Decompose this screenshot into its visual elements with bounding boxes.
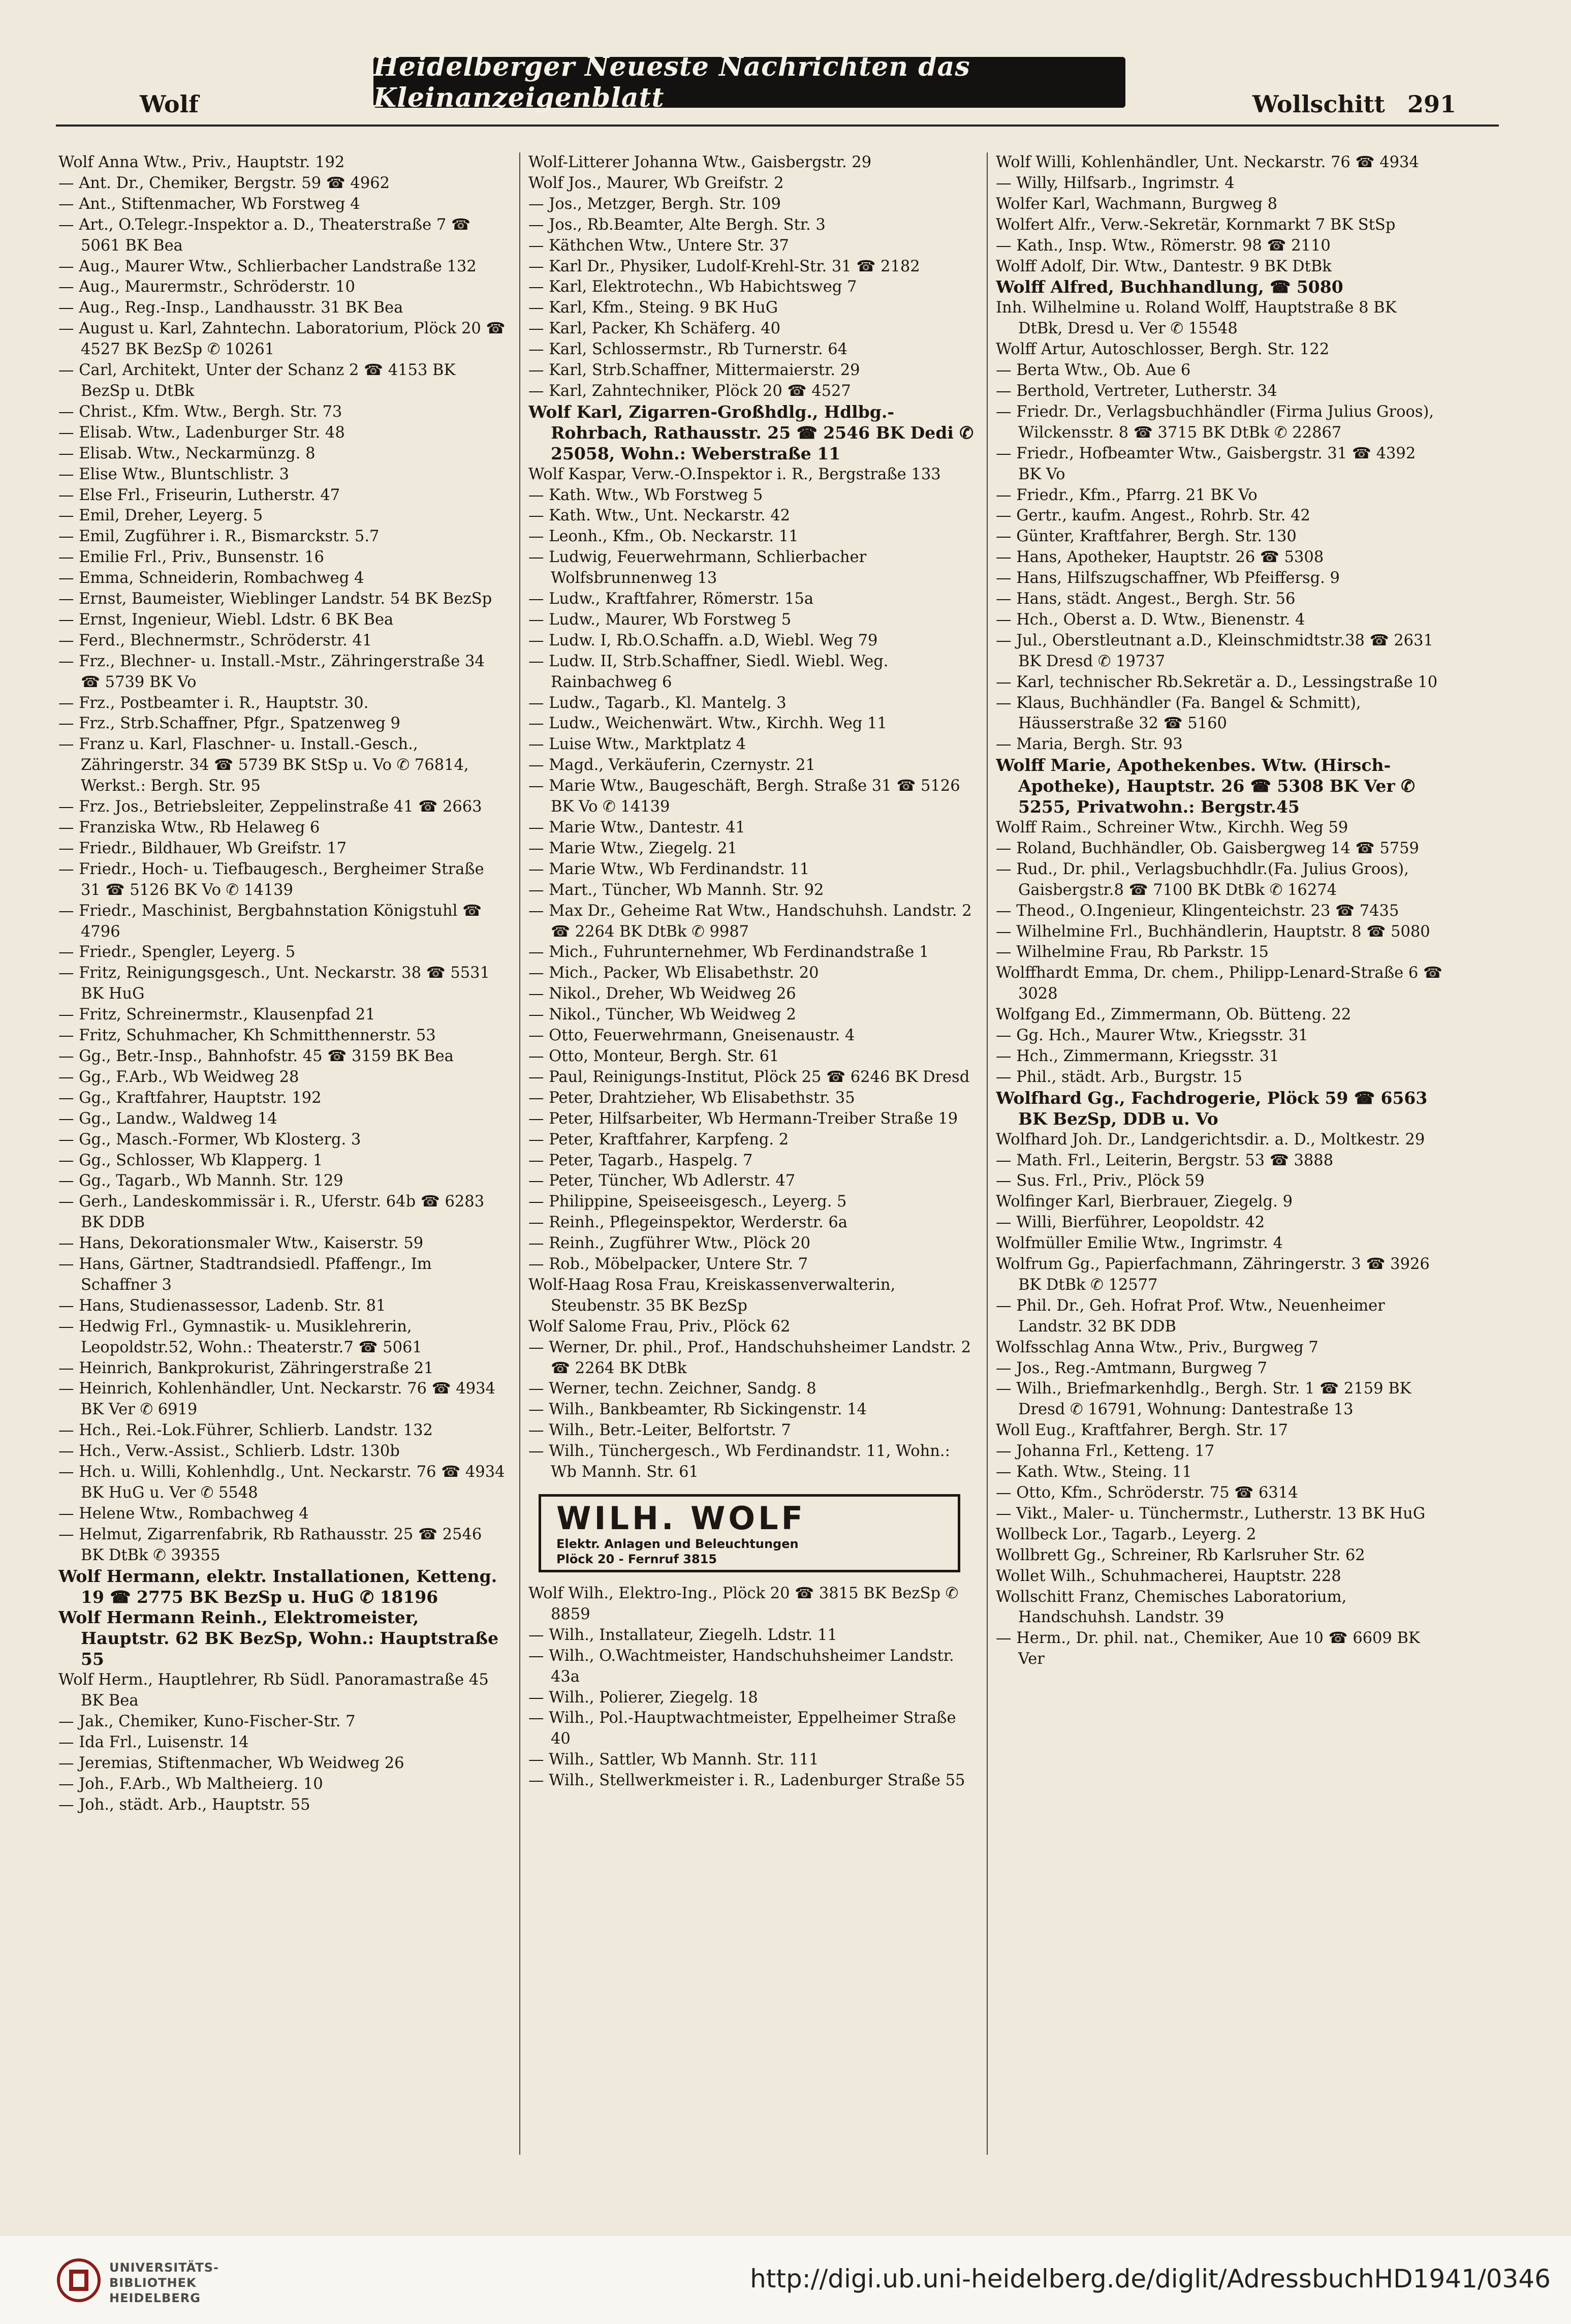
directory-entry: — Reinh., Zugführer Wtw., Plöck 20 xyxy=(528,1234,811,1253)
directory-entry: — Aug., Reg.-Insp., Landhausstr. 31 BK Bea xyxy=(58,299,403,317)
directory-entry: — Gertr., kaufm. Angest., Rohrb. Str. 42 xyxy=(996,507,1310,525)
directory-entry: — Wilh., Pol.-Hauptwachtmeister, Eppelheimer Straße 40 xyxy=(528,1709,956,1748)
logo-text-line-1: UNIVERSITÄTS- xyxy=(109,2260,219,2275)
logo-text-line-3: HEIDELBERG xyxy=(109,2291,201,2305)
directory-entry: — Luise Wtw., Marktplatz 4 xyxy=(528,735,746,754)
directory-entry: Wolff Adolf, Dir. Wtw., Dantestr. 9 BK DtBk xyxy=(996,257,1332,275)
directory-entry: — Frz. Jos., Betriebsleiter, Zeppelinstraße 41 ☎ 2663 xyxy=(58,798,482,816)
directory-entry: — Gg., Tagarb., Wb Mannh. Str. 129 xyxy=(58,1172,343,1190)
directory-entry: — Leonh., Kfm., Ob. Neckarstr. 11 xyxy=(528,528,799,546)
directory-entry: — Kath. Wtw., Wb Forstweg 5 xyxy=(528,486,763,504)
directory-entry: — Aug., Maurer Wtw., Schlierbacher Landstraße 132 xyxy=(58,257,477,275)
directory-entry: — Fritz, Reinigungsgesch., Unt. Neckarstr. 38 ☎ 5531 BK HuG xyxy=(58,964,490,1003)
directory-entry: — Else Frl., Friseurin, Lutherstr. 47 xyxy=(58,486,340,504)
directory-entry: — Emma, Schneiderin, Rombachweg 4 xyxy=(58,569,364,587)
directory-entry: — Hans, städt. Angest., Bergh. Str. 56 xyxy=(996,590,1296,608)
directory-entry: — Wilh., Betr.-Leiter, Belfortstr. 7 xyxy=(528,1421,791,1440)
directory-entry: — Peter, Drahtzieher, Wb Elisabethstr. 35 xyxy=(528,1089,855,1107)
directory-entry: — Ludwig, Feuerwehrmann, Schlierbacher Wolfsbrunnenweg 13 xyxy=(528,548,867,587)
directory-entry: Wolf-Litterer Johanna Wtw., Gaisbergstr. 29 xyxy=(528,153,872,171)
directory-entry: — Gg., Betr.-Insp., Bahnhofstr. 45 ☎ 3159 BK Bea xyxy=(58,1047,454,1065)
directory-entry: — Karl, Schlossermstr., Rb Turnerstr. 64 xyxy=(528,340,848,359)
directory-entry: — Sus. Frl., Priv., Plöck 59 xyxy=(996,1172,1205,1190)
logo-text-line-2: BIBLIOTHEK xyxy=(109,2276,197,2290)
directory-entry: — Berta Wtw., Ob. Aue 6 xyxy=(996,361,1191,380)
directory-entry: — Peter, Kraftfahrer, Karpfeng. 2 xyxy=(528,1130,789,1149)
directory-entry: — Ludw., Weichenwärt. Wtw., Kirchh. Weg 11 xyxy=(528,715,887,733)
directory-entry: — Gg., Landw., Waldweg 14 xyxy=(58,1109,277,1128)
directory-entry: — Jos., Metzger, Bergh. Str. 109 xyxy=(528,195,781,213)
directory-entry: — Emil, Zugführer i. R., Bismarckstr. 5.7 xyxy=(58,528,380,546)
directory-entry: — Marie Wtw., Dantestr. 41 xyxy=(528,819,745,836)
directory-entry: — Hch., Rei.-Lok.Führer, Schlierb. Landstr. 132 xyxy=(58,1421,433,1440)
directory-entry: — Jos., Rb.Beamter, Alte Bergh. Str. 3 xyxy=(528,215,826,234)
directory-entry: Wolf Hermann, elektr. Installationen, Ketteng. 19 ☎ 2775 BK BezSp u. HuG ✆ 18196 xyxy=(58,1566,497,1607)
directory-entry: — Wilh., O.Wachtmeister, Handschuhsheimer Landstr. 43a xyxy=(528,1647,954,1686)
directory-entry: — Philippine, Speiseeisgesch., Leyerg. 5 xyxy=(528,1193,847,1211)
directory-entry: — Hedwig Frl., Gymnastik- u. Musiklehrerin, Leopoldstr.52, Wohn.: Theaterstr.7 ☎ 5061 xyxy=(58,1317,422,1356)
directory-entry: — Werner, techn. Zeichner, Sandg. 8 xyxy=(528,1380,816,1398)
directory-entry: — Art., O.Telegr.-Inspektor a. D., Theaterstraße 7 ☎ 5061 BK Bea xyxy=(58,215,470,255)
directory-entry: — Mich., Packer, Wb Elisabethstr. 20 xyxy=(528,964,819,982)
directory-entry: — Hans, Gärtner, Stadtrandsiedl. Pfaffengr., Im Schaffner 3 xyxy=(58,1255,432,1294)
directory-entry: — Friedr., Spengler, Leyerg. 5 xyxy=(58,943,296,962)
directory-entry: — Peter, Tagarb., Haspelg. 7 xyxy=(528,1151,753,1169)
directory-entry: — Kath. Wtw., Steing. 11 xyxy=(996,1463,1192,1481)
directory-entry: — Karl, Zahntechniker, Plöck 20 ☎ 4527 xyxy=(528,382,851,400)
directory-entry: Wollet Wilh., Schuhmacherei, Hauptstr. 228 xyxy=(996,1567,1341,1585)
directory-entry: — Peter, Tüncher, Wb Adlerstr. 47 xyxy=(528,1172,796,1190)
directory-entry: — Marie Wtw., Wb Ferdinandstr. 11 xyxy=(528,860,810,878)
directory-entry: — Hch., Zimmermann, Kriegsstr. 31 xyxy=(996,1047,1279,1065)
directory-entry: — Johanna Frl., Ketteng. 17 xyxy=(996,1442,1215,1461)
directory-entry: — Hans, Apotheker, Hauptstr. 26 ☎ 5308 xyxy=(996,548,1324,567)
directory-entry: — Jeremias, Stiftenmacher, Wb Weidweg 26 xyxy=(58,1754,404,1772)
directory-entry: — Ludw. II, Strb.Schaffner, Siedl. Wiebl. Weg. Rainbachweg 6 xyxy=(528,652,889,691)
directory-entry: — Werner, Dr. phil., Prof., Handschuhsheimer Landstr. 2 ☎ 2264 BK DtBk xyxy=(528,1338,971,1377)
directory-entry: — Ludw., Tagarb., Kl. Mantelg. 3 xyxy=(528,694,787,712)
directory-entry: — Karl, technischer Rb.Sekretär a. D., Lessingstraße 10 xyxy=(996,673,1438,691)
directory-entry: — Roland, Buchhändler, Ob. Gaisbergweg 14 ☎ 5759 xyxy=(996,839,1419,857)
directory-entry: — Otto, Kfm., Schröderstr. 75 ☎ 6314 xyxy=(996,1484,1298,1502)
directory-entry: — Hch., Verw.-Assist., Schlierb. Ldstr. 130b xyxy=(58,1442,400,1461)
directory-entry: — Marie Wtw., Ziegelg. 21 xyxy=(528,839,737,857)
directory-entry: Wolff Artur, Autoschlosser, Bergh. Str. 122 xyxy=(996,340,1330,359)
directory-entry: — Friedr., Maschinist, Bergbahnstation Königstuhl ☎ 4796 xyxy=(58,902,482,941)
directory-entry: — Helmut, Zigarrenfabrik, Rb Rathausstr. 25 ☎ 2546 BK DtBk ✆ 39355 xyxy=(58,1525,482,1564)
directory-entry: Wolfgang Ed., Zimmermann, Ob. Bütteng. 22 xyxy=(996,1006,1352,1024)
directory-entry: Wolf Willi, Kohlenhändler, Unt. Neckarstr. 76 ☎ 4934 xyxy=(996,153,1419,171)
directory-entry: — Wilh., Bankbeamter, Rb Sickingenstr. 14 xyxy=(528,1401,867,1419)
directory-entry: — Friedr., Hoch- u. Tiefbaugesch., Bergheimer Straße 31 ☎ 5126 BK Vo ✆ 14139 xyxy=(58,860,484,899)
directory-entry: Wolf Kaspar, Verw.-O.Inspektor i. R., Bergstraße 133 xyxy=(528,465,941,483)
directory-entry: — Karl Dr., Physiker, Ludolf-Krehl-Str. 31 ☎ 2182 xyxy=(528,257,920,275)
ad-line-2: Plöck 20 - Fernruf 3815 xyxy=(556,1552,717,1566)
directory-entry: — Friedr., Hofbeamter Wtw., Gaisbergstr. 31 ☎ 4392 BK Vo xyxy=(996,444,1416,483)
directory-entry: — Elisab. Wtw., Ladenburger Str. 48 xyxy=(58,423,345,442)
directory-entry: — Fritz, Schreinermstr., Klausenpfad 21 xyxy=(58,1006,375,1024)
directory-entry: — Emilie Frl., Priv., Bunsenstr. 16 xyxy=(58,548,324,567)
directory-entry: — Karl, Kfm., Steing. 9 BK HuG xyxy=(528,299,778,317)
directory-entry: — Rob., Möbelpacker, Untere Str. 7 xyxy=(528,1255,808,1274)
directory-entry: — Wilh., Briefmarkenhdlg., Bergh. Str. 1 ☎ 2159 BK Dresd ✆ 16791, Wohnung: Dantestraße 13 xyxy=(996,1380,1411,1419)
header-rule xyxy=(56,125,1499,127)
directory-entry: — Emil, Dreher, Leyerg. 5 xyxy=(58,507,263,525)
directory-entry: — Maria, Bergh. Str. 93 xyxy=(996,735,1183,754)
page-number: 291 xyxy=(1407,90,1457,118)
directory-entry: — Friedr., Bildhauer, Wb Greifstr. 17 xyxy=(58,839,347,857)
directory-entry: — Günter, Kraftfahrer, Bergh. Str. 130 xyxy=(996,528,1297,546)
directory-entry: — Wilh., Sattler, Wb Mannh. Str. 111 xyxy=(528,1751,819,1769)
directory-entry: — Max Dr., Geheime Rat Wtw., Handschuhsh. Landstr. 2 ☎ 2264 BK DtBk ✆ 9987 xyxy=(528,902,972,941)
directory-entry: — Herm., Dr. phil. nat., Chemiker, Aue 10 ☎ 6609 BK Ver xyxy=(996,1629,1420,1668)
directory-entry: — Hans, Studienassessor, Ladenb. Str. 81 xyxy=(58,1296,386,1315)
directory-entry: — Kath., Insp. Wtw., Römerstr. 98 ☎ 2110 xyxy=(996,236,1331,255)
directory-entry: Wolff Marie, Apothekenbes. Wtw. (Hirsch-Apotheke), Hauptstr. 26 ☎ 5308 BK Ver ✆ 5255, Privatwohn.: Bergstr.45 xyxy=(996,755,1415,817)
directory-entry: — Willi, Bierführer, Leopoldstr. 42 xyxy=(996,1214,1265,1232)
directory-entry: — Klaus, Buchhändler (Fa. Bangel & Schmitt), Häusserstraße 32 ☎ 5160 xyxy=(996,694,1361,733)
directory-entry: — Karl, Elektrotechn., Wb Habichtsweg 7 xyxy=(528,278,857,296)
directory-entry: — Theod., O.Ingenieur, Klingenteichstr. 23 ☎ 7435 xyxy=(996,902,1399,920)
directory-entry: — Hch., Oberst a. D. Wtw., Bienenstr. 4 xyxy=(996,610,1305,629)
directory-column-1 xyxy=(58,152,506,2160)
university-library-logo-icon xyxy=(56,2257,102,2303)
directory-entry: Wolfert Alfr., Verw.-Sekretär, Kornmarkt 7 BK StSp xyxy=(996,215,1396,234)
directory-entry: — Ernst, Ingenieur, Wiebl. Ldstr. 6 BK Bea xyxy=(58,610,394,629)
directory-entry: — Elisab. Wtw., Neckarmünzg. 8 xyxy=(58,444,316,462)
directory-entry: Wolf Anna Wtw., Priv., Hauptstr. 192 xyxy=(58,153,345,171)
directory-entry: — Willy, Hilfsarb., Ingrimstr. 4 xyxy=(996,174,1235,192)
directory-entry: — Heinrich, Kohlenhändler, Unt. Neckarstr. 76 ☎ 4934 BK Ver ✆ 6919 xyxy=(58,1380,495,1419)
directory-entry: — Reinh., Pflegeinspektor, Werderstr. 6a xyxy=(528,1214,847,1232)
directory-entry: — August u. Karl, Zahntechn. Laboratorium, Plöck 20 ☎ 4527 BK BezSp ✆ 10261 xyxy=(58,320,506,359)
directory-entry: — Hans, Hilfszugschaffner, Wb Pfeiffersg. 9 xyxy=(996,569,1340,587)
directory-entry: — Helene Wtw., Rombachweg 4 xyxy=(58,1504,309,1523)
directory-entry: Wolfhard Gg., Fachdrogerie, Plöck 59 ☎ 6563 BK BezSp, DDB u. Vo xyxy=(996,1088,1428,1129)
directory-entry: — Frz., Blechner- u. Install.-Mstr., Zähringerstraße 34 ☎ 5739 BK Vo xyxy=(58,652,485,691)
directory-entry: — Wilh., Polierer, Ziegelg. 18 xyxy=(528,1688,758,1707)
running-head-right: Wollschitt xyxy=(1252,90,1385,118)
directory-entry: — Magd., Verkäuferin, Czernystr. 21 xyxy=(528,756,815,774)
directory-entry: Wolf Jos., Maurer, Wb Greifstr. 2 xyxy=(528,174,784,192)
directory-entry: — Fritz, Schuhmacher, Kh Schmitthennerstr. 53 xyxy=(58,1027,436,1045)
directory-entry: — Heinrich, Bankprokurist, Zähringerstraße 21 xyxy=(58,1359,434,1377)
directory-entry: — Wilhelmine Frau, Rb Parkstr. 15 xyxy=(996,943,1269,962)
directory-entry: Wolf Herm., Hauptlehrer, Rb Südl. Panoramastraße 45 BK Bea xyxy=(58,1671,489,1710)
directory-entry: — Käthchen Wtw., Untere Str. 37 xyxy=(528,236,789,255)
newspaper-banner: Heidelberger Neueste Nachrichten das Kleinanzeigenblatt xyxy=(373,57,1125,108)
ad-line-1: Elektr. Anlagen und Beleuchtungen xyxy=(556,1537,799,1551)
directory-entry: — Ludw., Kraftfahrer, Römerstr. 15a xyxy=(528,590,814,608)
directory-entry: — Karl, Packer, Kh Schäferg. 40 xyxy=(528,320,781,338)
directory-entry: — Ant. Dr., Chemiker, Bergstr. 59 ☎ 4962 xyxy=(58,174,390,192)
directory-entry: — Christ., Kfm. Wtw., Bergh. Str. 73 xyxy=(58,402,342,421)
directory-entry: Wollbeck Lor., Tagarb., Leyerg. 2 xyxy=(996,1525,1256,1543)
column-divider xyxy=(519,152,520,2155)
directory-entry: — Karl, Strb.Schaffner, Mittermaierstr. 29 xyxy=(528,361,860,380)
advertisement-box xyxy=(539,1494,960,1572)
directory-entry: Wolf Hermann Reinh., Elektromeister, Hauptstr. 62 BK BezSp, Wohn.: Hauptstraße 55 xyxy=(58,1607,499,1669)
directory-entry: — Joh., F.Arb., Wb Maltheierg. 10 xyxy=(58,1775,323,1793)
directory-entry: — Hch. u. Willi, Kohlenhdlg., Unt. Neckarstr. 76 ☎ 4934 BK HuG u. Ver ✆ 5548 xyxy=(58,1463,505,1502)
directory-entry: — Ferd., Blechnermstr., Schröderstr. 41 xyxy=(58,631,372,649)
directory-entry: — Wilh., Installateur, Ziegelh. Ldstr. 11 xyxy=(528,1626,837,1644)
directory-entry: — Mich., Fuhrunternehmer, Wb Ferdinandstraße 1 xyxy=(528,943,929,962)
directory-entry: — Ludw., Maurer, Wb Forstweg 5 xyxy=(528,610,792,629)
directory-entry: — Elise Wtw., Bluntschlistr. 3 xyxy=(58,465,290,483)
directory-entry: — Kath. Wtw., Unt. Neckarstr. 42 xyxy=(528,507,791,525)
directory-entry: Wolfmüller Emilie Wtw., Ingrimstr. 4 xyxy=(996,1234,1283,1253)
directory-entry: Wolfsschlag Anna Wtw., Priv., Burgweg 7 xyxy=(996,1338,1318,1356)
directory-entry: — Jul., Oberstleutnant a.D., Kleinschmidtstr.38 ☎ 2631 BK Dresd ✆ 19737 xyxy=(996,631,1433,670)
directory-column-3 xyxy=(996,152,1443,2160)
directory-entry: — Otto, Feuerwehrmann, Gneisenaustr. 4 xyxy=(528,1027,855,1045)
directory-entry: — Gg. Hch., Maurer Wtw., Kriegsstr. 31 xyxy=(996,1027,1308,1045)
directory-entry: Wolff Raim., Schreiner Wtw., Kirchh. Weg 59 xyxy=(996,819,1348,836)
directory-entry: — Joh., städt. Arb., Hauptstr. 55 xyxy=(58,1795,310,1814)
column-divider xyxy=(987,152,988,2155)
directory-entry: Inh. Wilhelmine u. Roland Wolff, Hauptstraße 8 BK DtBk, Dresd u. Ver ✆ 15548 xyxy=(996,299,1397,338)
directory-entry: — Wilh., Tünchergesch., Wb Ferdinandstr. 11, Wohn.: Wb Mannh. Str. 61 xyxy=(528,1442,950,1481)
directory-entry: Wolfrum Gg., Papierfachmann, Zähringerstr. 3 ☎ 3926 BK DtBk ✆ 12577 xyxy=(996,1255,1430,1294)
directory-entry: — Friedr., Kfm., Pfarrg. 21 BK Vo xyxy=(996,486,1258,504)
directory-entry: Wolf Salome Frau, Priv., Plöck 62 xyxy=(528,1317,791,1336)
directory-entry: — Mart., Tüncher, Wb Mannh. Str. 92 xyxy=(528,881,824,899)
directory-entry: Wollbrett Gg., Schreiner, Rb Karlsruher Str. 62 xyxy=(996,1546,1365,1564)
directory-entry: — Frz., Strb.Schaffner, Pfgr., Spatzenweg 9 xyxy=(58,715,400,733)
directory-entry: — Ludw. I, Rb.O.Schaffn. a.D, Wiebl. Weg 79 xyxy=(528,631,878,649)
directory-entry: — Gg., Masch.-Former, Wb Klosterg. 3 xyxy=(58,1130,361,1149)
ad-title: WILH. WOLF xyxy=(556,1500,806,1537)
directory-entry: — Nikol., Dreher, Wb Weidweg 26 xyxy=(528,985,796,1003)
directory-entry: Wolf-Haag Rosa Frau, Kreiskassenverwalterin, Steubenstr. 35 BK BezSp xyxy=(528,1276,896,1315)
directory-entry: — Marie Wtw., Baugeschäft, Bergh. Straße 31 ☎ 5126 BK Vo ✆ 14139 xyxy=(528,777,960,816)
directory-column-2 xyxy=(528,152,976,2160)
directory-entry: — Nikol., Tüncher, Wb Weidweg 2 xyxy=(528,1006,796,1024)
directory-entry: — Ant., Stiftenmacher, Wb Forstweg 4 xyxy=(58,195,360,213)
directory-entry: — Aug., Maurermstr., Schröderstr. 10 xyxy=(58,278,355,296)
running-head-left: Wolf xyxy=(140,90,199,118)
directory-entry: Wollschitt Franz, Chemisches Laboratorium, Handschuhsh. Landstr. 39 xyxy=(996,1588,1347,1627)
directory-entry: — Franz u. Karl, Flaschner- u. Install.-Gesch., Zähringerstr. 34 ☎ 5739 BK StSp u. Vo ✆ 76814, Werkst.: Bergh. Str. 95 xyxy=(58,735,469,795)
directory-entry: — Jos., Reg.-Amtmann, Burgweg 7 xyxy=(996,1359,1267,1377)
directory-entry: — Gg., Kraftfahrer, Hauptstr. 192 xyxy=(58,1089,322,1107)
directory-entry: — Otto, Monteur, Bergh. Str. 61 xyxy=(528,1047,779,1065)
directory-entry: — Friedr. Dr., Verlagsbuchhändler (Firma Julius Groos), Wilckensstr. 8 ☎ 3715 BK DtBk ✆ 22867 xyxy=(996,402,1434,442)
directory-entry: — Wilhelmine Frl., Buchhändlerin, Hauptstr. 8 ☎ 5080 xyxy=(996,922,1430,941)
directory-entry: — Paul, Reinigungs-Institut, Plöck 25 ☎ 6246 BK Dresd xyxy=(528,1068,970,1086)
directory-entry: — Hans, Dekorationsmaler Wtw., Kaiserstr. 59 xyxy=(58,1234,424,1253)
directory-entry: — Carl, Architekt, Unter der Schanz 2 ☎ 4153 BK BezSp u. DtBk xyxy=(58,361,456,400)
directory-entry: Wolff Alfred, Buchhandlung, ☎ 5080 xyxy=(996,277,1343,297)
directory-entry: Wolfer Karl, Wachmann, Burgweg 8 xyxy=(996,195,1278,213)
directory-entry: Wolf Wilh., Elektro-Ing., Plöck 20 ☎ 3815 BK BezSp ✆ 8859 xyxy=(528,1585,959,1623)
directory-entry: Woll Eug., Kraftfahrer, Bergh. Str. 17 xyxy=(996,1421,1289,1440)
directory-entry: — Wilh., Stellwerkmeister i. R., Ladenburger Straße 55 xyxy=(528,1772,965,1790)
directory-entry: — Vikt., Maler- u. Tünchermstr., Lutherstr. 13 BK HuG xyxy=(996,1504,1426,1523)
directory-entry: — Phil., städt. Arb., Burgstr. 15 xyxy=(996,1068,1242,1086)
directory-entry: — Franziska Wtw., Rb Helaweg 6 xyxy=(58,819,320,836)
directory-entry: — Peter, Hilfsarbeiter, Wb Hermann-Treiber Straße 19 xyxy=(528,1109,958,1128)
directory-entry: Wolffhardt Emma, Dr. chem., Philipp-Lenard-Straße 6 ☎ 3028 xyxy=(996,964,1442,1003)
directory-entry: Wolf Karl, Zigarren-Großhdlg., Hdlbg.-Rohrbach, Rathausstr. 25 ☎ 2546 BK Dedi ✆ 25058, Wohn.: Weberstraße 11 xyxy=(528,401,974,463)
directory-entry: Wolfinger Karl, Bierbrauer, Ziegelg. 9 xyxy=(996,1193,1293,1211)
directory-entry: — Rud., Dr. phil., Verlagsbuchhdlr.(Fa. Julius Groos), Gaisbergstr.8 ☎ 7100 BK DtBk ✆ 16274 xyxy=(996,860,1409,899)
directory-entry: — Phil. Dr., Geh. Hofrat Prof. Wtw., Neuenheimer Landstr. 32 BK DDB xyxy=(996,1296,1385,1336)
directory-entry: — Ernst, Baumeister, Wieblinger Landstr. 54 BK BezSp xyxy=(58,590,492,608)
directory-entry: — Berthold, Vertreter, Lutherstr. 34 xyxy=(996,382,1277,400)
directory-entry: — Ida Frl., Luisenstr. 14 xyxy=(58,1733,249,1751)
directory-entry: — Gg., F.Arb., Wb Weidweg 28 xyxy=(58,1068,299,1086)
directory-entry: — Gg., Schlosser, Wb Klapperg. 1 xyxy=(58,1151,323,1169)
directory-entry: Wolfhard Joh. Dr., Landgerichtsdir. a. D., Moltkestr. 29 xyxy=(996,1130,1425,1149)
directory-entry: — Jak., Chemiker, Kuno-Fischer-Str. 7 xyxy=(58,1712,356,1730)
directory-entry: — Gerh., Landeskommissär i. R., Uferstr. 64b ☎ 6283 BK DDB xyxy=(58,1193,485,1232)
source-url-link[interactable]: http://digi.ub.uni-heidelberg.de/diglit/AdressbuchHD1941/0346 xyxy=(750,2264,1551,2294)
directory-entry: — Frz., Postbeamter i. R., Hauptstr. 30. xyxy=(58,694,369,712)
library-footer xyxy=(0,2236,1571,2324)
directory-entry: — Math. Frl., Leiterin, Bergstr. 53 ☎ 3888 xyxy=(996,1151,1334,1169)
